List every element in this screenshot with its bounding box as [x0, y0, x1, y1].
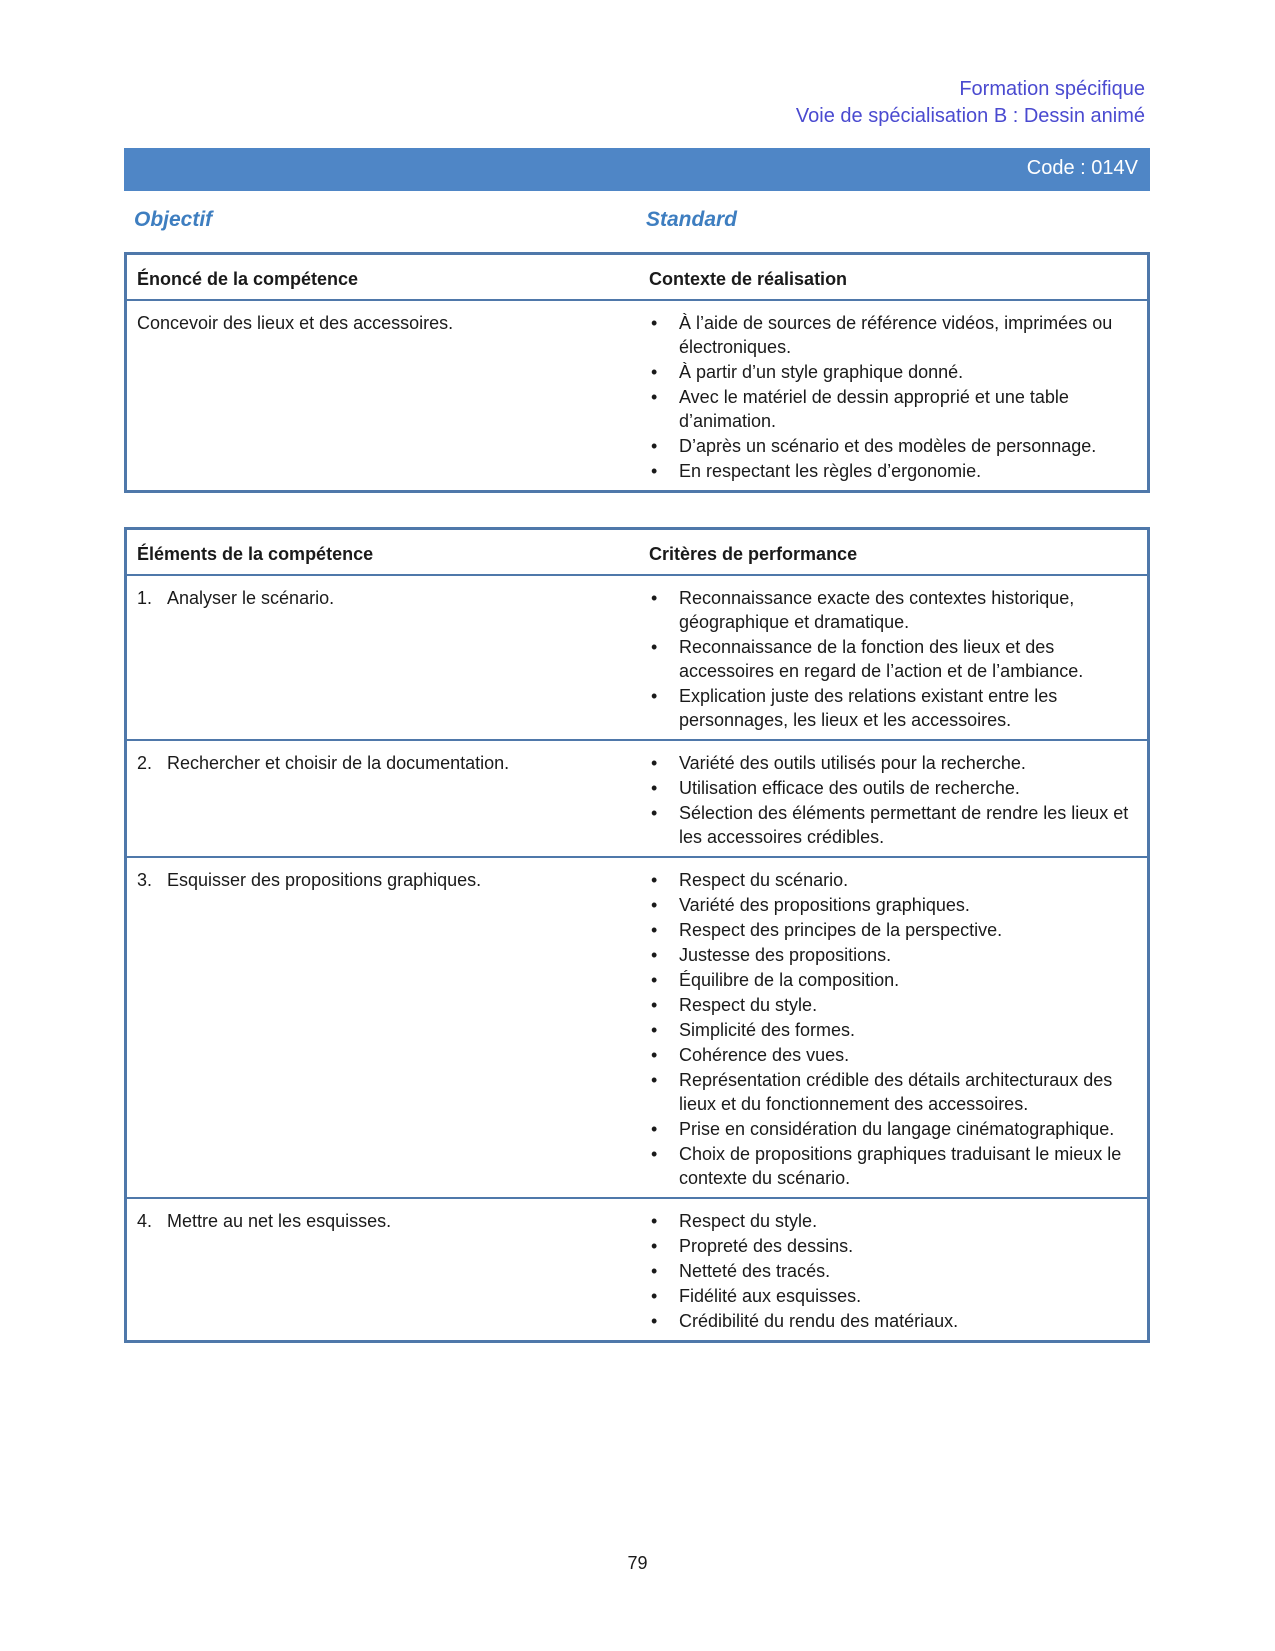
list-item: • Respect du style.	[649, 1209, 1139, 1233]
element-cell	[126, 575, 640, 740]
table-row	[126, 300, 1149, 492]
element-number: 4.	[137, 1211, 153, 1231]
table-row	[126, 740, 1149, 857]
list-item: • Reconnaissance de la fonction des lieux et des accessoires en regard de l’action et de l’ambiance.	[649, 635, 1139, 683]
element-text: Mettre au net les esquisses.	[167, 1211, 392, 1231]
standard-title: Standard	[646, 208, 738, 231]
criteria-list	[649, 868, 1139, 1190]
context-list	[649, 311, 1139, 483]
column-header-elements: Éléments de la compétence	[126, 529, 640, 576]
list-item: • Respect du scénario.	[649, 868, 1139, 892]
list-item: • Choix de propositions graphiques traduisant le mieux le contexte du scénario.	[649, 1142, 1139, 1190]
criteria-list	[649, 586, 1139, 732]
criteria-cell	[639, 575, 1149, 740]
element-text: Analyser le scénario.	[167, 588, 335, 608]
criteria-list	[649, 751, 1139, 849]
list-item: • Fidélité aux esquisses.	[649, 1284, 1139, 1308]
list-item: • D’après un scénario et des modèles de personnage.	[649, 434, 1139, 458]
criteria-list	[649, 1209, 1139, 1333]
header-specialization: Voie de spécialisation B : Dessin animé	[795, 105, 1145, 127]
list-item: • Sélection des éléments permettant de rendre les lieux et les accessoires crédibles.	[649, 801, 1139, 849]
list-item: • Netteté des tracés.	[649, 1259, 1139, 1283]
list-item: • Crédibilité du rendu des matériaux.	[649, 1309, 1139, 1333]
element-text: Esquisser des propositions graphiques.	[167, 870, 482, 890]
table-row	[126, 1198, 1149, 1342]
element-number: 1.	[137, 588, 153, 608]
criteria-cell	[639, 1198, 1149, 1342]
list-item: • Utilisation efficace des outils de recherche.	[649, 776, 1139, 800]
table-row	[126, 857, 1149, 1198]
list-item: • Cohérence des vues.	[649, 1043, 1139, 1067]
table-header-row	[126, 254, 1149, 301]
competency-elements-table	[124, 527, 1150, 1343]
element-number: 3.	[137, 870, 153, 890]
list-item: • Simplicité des formes.	[649, 1018, 1139, 1042]
list-item: • À l’aide de sources de référence vidéos, imprimées ou électroniques.	[649, 311, 1139, 359]
list-item: • Explication juste des relations existant entre les personnages, les lieux et les accessoires.	[649, 684, 1139, 732]
table-header-row	[126, 529, 1149, 576]
element-text: Rechercher et choisir de la documentation.	[167, 753, 510, 773]
list-item: • Respect du style.	[649, 993, 1139, 1017]
element-cell	[126, 1198, 640, 1342]
header-program-title: Formation spécifique	[959, 78, 1145, 100]
code-banner	[124, 148, 1150, 191]
element-cell	[126, 740, 640, 857]
element-number: 2.	[137, 753, 153, 773]
competency-statement: Concevoir des lieux et des accessoires.	[126, 300, 640, 492]
list-item: • Variété des outils utilisés pour la recherche.	[649, 751, 1139, 775]
competency-code: Code : 014V	[1026, 157, 1138, 179]
page-number: 79	[627, 1553, 648, 1573]
list-item: • Variété des propositions graphiques.	[649, 893, 1139, 917]
list-item: • Respect des principes de la perspective.	[649, 918, 1139, 942]
list-item: • Avec le matériel de dessin approprié et une table d’animation.	[649, 385, 1139, 433]
list-item: • En respectant les règles d’ergonomie.	[649, 459, 1139, 483]
column-header-context: Contexte de réalisation	[639, 254, 1149, 301]
criteria-cell	[639, 740, 1149, 857]
table-row	[126, 575, 1149, 740]
criteria-cell	[639, 857, 1149, 1198]
list-item: • Propreté des dessins.	[649, 1234, 1139, 1258]
context-cell	[639, 300, 1149, 492]
column-header-statement: Énoncé de la compétence	[126, 254, 640, 301]
list-item: • À partir d’un style graphique donné.	[649, 360, 1139, 384]
list-item: • Reconnaissance exacte des contextes historique, géographique et dramatique.	[649, 586, 1139, 634]
document-header	[796, 76, 1145, 130]
competency-statement-table	[124, 252, 1150, 493]
column-header-criteria: Critères de performance	[639, 529, 1149, 576]
section-titles	[134, 208, 1150, 236]
objective-title: Objectif	[134, 208, 213, 231]
list-item: • Justesse des propositions.	[649, 943, 1139, 967]
list-item: • Équilibre de la composition.	[649, 968, 1139, 992]
list-item: • Représentation crédible des détails architecturaux des lieux et du fonctionnement des accessoires.	[649, 1068, 1139, 1116]
element-cell	[126, 857, 640, 1198]
list-item: • Prise en considération du langage cinématographique.	[649, 1117, 1139, 1141]
